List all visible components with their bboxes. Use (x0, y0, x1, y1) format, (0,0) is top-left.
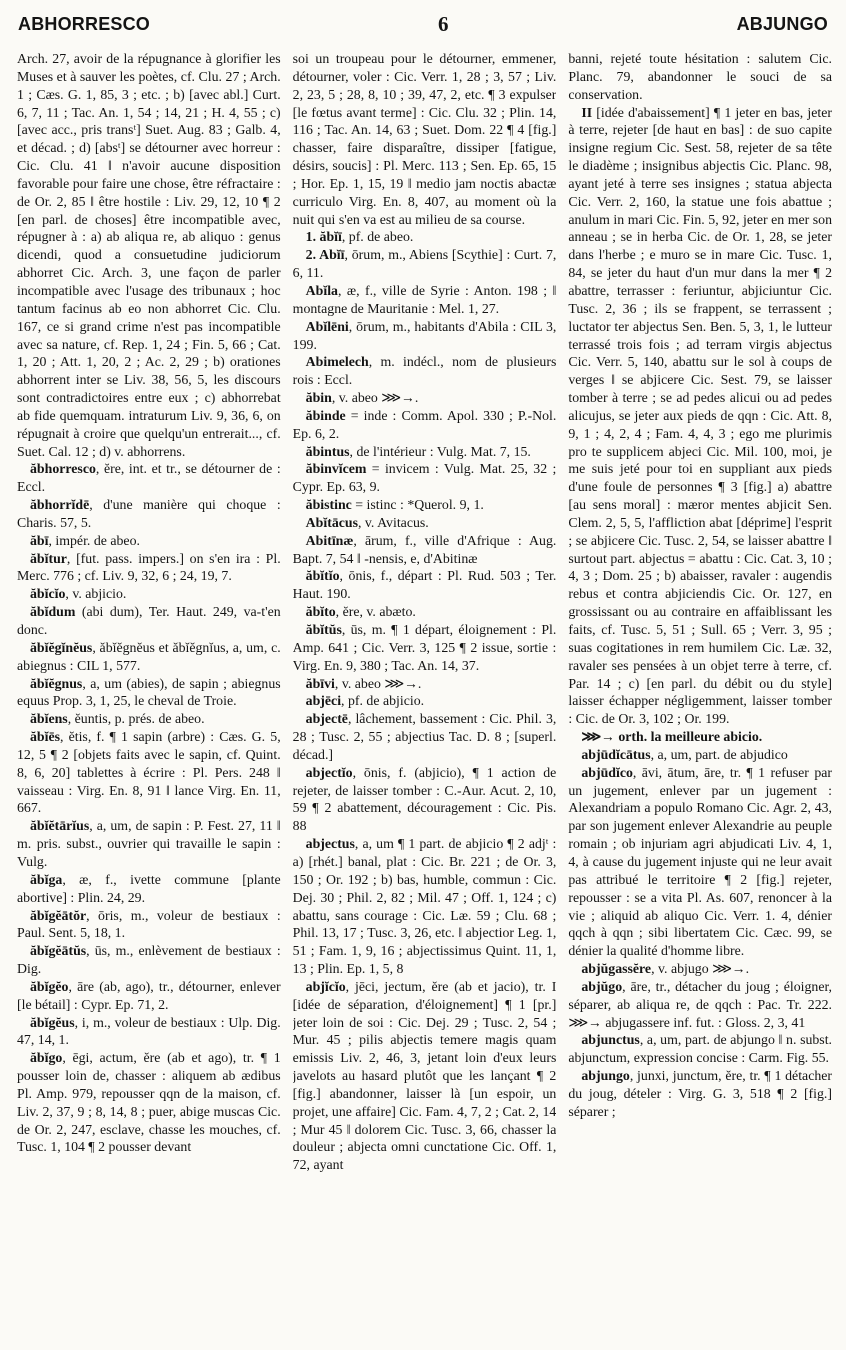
column-right (568, 50, 832, 1346)
dictionary-entry: ăbī, impér. de abeo. (30, 532, 140, 548)
dictionary-entry: ăbintus, de l'intérieur : Vulg. Mat. 7, 15. (305, 443, 531, 459)
dictionary-entry: abjūdĭcātus, a, um, part. de abjudico (581, 746, 788, 762)
dictionary-entry: Abitīnæ, ārum, f., ville d'Afrique : Aug. Bapt. 7, 54 ‖ -nensis, e, d'Abitinæ (292, 532, 557, 566)
dictionary-entry: ăbĭgĕātŭs, ūs, m., enlèvement de bestiaux : Dig. (17, 943, 281, 977)
dictionary-entry: ăbĭtŭs, ūs, m. ¶ 1 départ, éloignement : Pl. Amp. 641 ; Cic. Verr. 3, 125 ¶ 2 issue, sortie : Virg. En. 9, 380 ; Tac. An. 14, 37. (292, 622, 557, 673)
dictionary-entry: ăbĭto, ĕre, v. abæto. (305, 604, 416, 620)
dictionary-entry: Arch. 27, avoir de la répugnance à glorifier les Muses et à sauver les poètes, cf. Clu. 27 ; Arch. 1 ; Cæs. G. 1, 85, 3 ; etc. ; b) [avec abl.] Curt. 6, 7, 11 ; Tac. An. 1, 54 ; 14, 21 ; H. 4, 55 ; c) [avec acc., pris transᵗ] Suet. Aug. 83 ; Galb. 4, et décad. ; d) [absᵗ] se détourner avec horreur : Cic. Clu. 41 ‖ n'avoir aucune disposition favorable pour faire une chose, être réfractaire : de Or. 2, 85 ‖ être hostile : Liv. 29, 12, 10 ¶ 2 [en parl. de choses] être incompatible avec, répugner à : a) ab aliqua re, ab aliquo : genus dicendi, quod a consuetudine judiciorum abhorret Cic. Arch. 3, une façon de parler incompatible avec l'usage des tribunaux ; hoc tantum facinus ab eo non abhorret Cic. Clu. 167, ce si grand crime n'est pas incompatible avec sa nature, cf. Rep. 1, 24 ; Fin. 5, 66 ; Cat. 1, 20 ; Att. 1, 20, 2 ; Ac. 2, 29 ; b) orationes abhorrent inter se Liv. 38, 56, 5, les discours sont contradictoires entre eux ; c) abhorrebat ab fide quemquam. intraturum Liv. 9, 36, 6, on répugnait à croire que quelqu'un entrerait..., cf. Suet. Cal. 12 ; d) v. abhorrens. (17, 51, 281, 459)
entry-continuation: banni, rejeté toute hésitation : salutem Cic. Planc. 79, abandonner le souci de sa conservation. (568, 51, 833, 102)
page-header (18, 10, 828, 38)
dictionary-entry: ăbhorresco, ĕre, int. et tr., se détourner de : Eccl. (17, 461, 281, 495)
column-left (17, 50, 281, 1346)
dictionary-entry: ⋙→ orth. la meilleure abicio. (581, 729, 763, 745)
column-middle (293, 50, 557, 1346)
dictionary-entry: abjectus, a, um ¶ 1 part. de abjicio ¶ 2 adjᵗ : a) [rhét.] banal, plat : Cic. Br. 221 ; de Or. 3, 150 ; Or. 192 ; b) bas, humble, commun : Cic. Dej. 30 ; Phil. 2, 82 ; Mil. 47 ; Off. 1, 124 ; c) abattu, sans courage : Cic. Læ. 59 ; Clu. 68 ; Phil. 13, 17 ; Tusc. 3, 26, etc. ‖ abjectior Leg. 1, 51 ; Fam. 1, 9, 16 ; abjectissimus Quint. 11, 1, 13 ; Plin. Ep. 1, 5, 8 (292, 836, 557, 977)
dictionary-entry: ăbĭtur, [fut. pass. impers.] on s'en ira : Pl. Merc. 776 ; cf. Liv. 9, 32, 6 ; 24, 19, 7. (17, 550, 281, 584)
dictionary-entry: ăbĭdum (abi dum), Ter. Haut. 249, va-t'en donc. (17, 604, 281, 637)
dictionary-entry: ăbĭgĕātŏr, ōris, m., voleur de bestiaux : Paul. Sent. 5, 18, 1. (17, 907, 281, 941)
right-guide-word: ABJUNGO (736, 13, 828, 34)
dictionary-entry: abjectĭo, ōnis, f. (abjicio), ¶ 1 action de rejeter, de laisser tomber : C.-Aur. Acut. 2, 10, 59 ¶ 2 abattement, découragement : Cic. Pis. 88 (292, 764, 557, 834)
dictionary-entry: ăbĭgĕus, i, m., voleur de bestiaux : Ulp. Dig. 47, 14, 1. (17, 1014, 281, 1048)
dictionary-entry: Abĭtācus, v. Avitacus. (305, 514, 429, 530)
dictionary-entry: ăbĭĕgnus, a, um (abies), de sapin ; abiegnus equus Prop. 3, 1, 25, le cheval de Troie. (17, 675, 281, 709)
text-columns (17, 50, 832, 1346)
dictionary-entry: 1. ăbĭī, pf. de abeo. (305, 229, 414, 245)
dictionary-entry: abjunctus, a, um, part. de abjungo ‖ n. subst. abjunctum, expression concise : Carm. Fig. 55. (568, 1032, 833, 1066)
dictionary-entry: ăbīvi, v. abeo ⋙→. (305, 675, 422, 691)
dictionary-entry: abjĭcĭo, jēci, jectum, ĕre (ab et jacio), tr. I [idée de séparation, d'éloignement] ¶ 1 [pr.] jeter loin de soi : Cic. Dej. 29 ; Tusc. 2, 54 ; Mur. 45 ; pilis abjectis temere magis quam emissis Liv. 2, 46, 3, jetant loin d'eux leurs javelots au hasard plutôt que les lançant ¶ 2 [fig.] abandonner, laisser là [un espoir, un projet, une affaire] Cic. Fam. 4, 7, 2 ; Cat. 2, 14 ; Mur 45 ‖ dolorem Cic. Tusc. 3, 66, chasser la douleur ; abjecta omni cunctatione Cic. Off. 1, 72, ayant (292, 978, 557, 1173)
left-guide-word: ABHORRESCO (18, 13, 151, 34)
dictionary-entry: ăbĭĕtārĭus, a, um, de sapin : P. Fest. 27, 11 ‖ m. pris. subst., ouvrier qui travaille le sapin : Vulg. (17, 818, 281, 869)
dictionary-entry: abjŭgo, āre, tr., détacher du joug ; éloigner, séparer, ab aliqua re, de qqch : Pac. Tr. 222. ⋙→ abjugassere inf. fut. : Gloss. 2, 3, 41 (568, 978, 833, 1030)
dictionary-entry: ăbĭtĭo, ōnis, f., départ : Pl. Rud. 503 ; Ter. Haut. 190. (292, 568, 557, 602)
dictionary-entry: Abĭlēni, ōrum, m., habitants d'Abila : CIL 3, 199. (292, 318, 557, 352)
dictionary-entry: abjēci, pf. de abjicio. (305, 693, 425, 709)
dictionary-entry: ăbĭga, æ, f., ivette commune [plante abortive] : Plin. 24, 29. (17, 871, 281, 905)
dictionary-entry: ăbĭēs, ĕtis, f. ¶ 1 sapin (arbre) : Cæs. G. 5, 12, 5 ¶ 2 [objets faits avec le sapin, cf. Quint. 8, 6, 20] tablettes à écrire : Pl. Pers. 248 ‖ vaisseau : Virg. En. 8, 91 ‖ lance Virg. En. 11, 667. (17, 729, 281, 816)
dictionary-entry: ăbĭgĕo, āre (ab, ago), tr., détourner, enlever [le bétail] : Cypr. Ep. 71, 2. (17, 978, 281, 1012)
dictionary-entry: abjungo, junxi, junctum, ĕre, tr. ¶ 1 détacher du joug, dételer : Virg. G. 3, 518 ¶ 2 [fig.] séparer ; (568, 1068, 833, 1119)
dictionary-entry: ăbĭgo, ēgi, actum, ĕre (ab et ago), tr. ¶ 1 pousser loin de, chasser : aliquem ab ædibus Pl. Amp. 979, repousser qqn de la maison, cf. Liv. 2, 37, 9 ; 8, 14, 8 ; puer, abige muscas Cic. de Or. 2, 247, esclave, chasse les mouches, cf. Tusc. 1, 104 ¶ 2 pousser devant (17, 1050, 281, 1155)
dictionary-entry: ăbinvĭcem = invicem : Vulg. Mat. 25, 32 ; Cypr. Ep. 63, 9. (292, 461, 557, 495)
dictionary-entry: ăbĭĕgĭnĕus, ăbĭĕgnĕus et ăbĭĕgnĭus, a, um, c. abiegnus : CIL 1, 577. (17, 639, 281, 673)
dictionary-entry: ăbhorrĭdē, d'une manière qui choque : Charis. 57, 5. (17, 497, 281, 530)
dictionary-entry: Abimelech, m. indécl., nom de plusieurs rois : Eccl. (292, 354, 557, 388)
dictionary-entry: abjectē, lâchement, bassement : Cic. Phil. 3, 28 ; Tusc. 2, 55 ; abjectius Tac. D. 8 ; [superl. décad.] (292, 711, 557, 762)
dictionary-entry: ăbĭcĭo, v. abjicio. (30, 586, 127, 602)
dictionary-entry: ăbin, v. abeo ⋙→. (305, 390, 419, 406)
entry-continuation: soi un troupeau pour le détourner, emmener, détourner, voler : Cic. Verr. 1, 28 ; 3, 57 ; Liv. 2, 23, 5 ; 28, 8, 10 ; 39, 47, 2, etc. ¶ 3 expulser [le fœtus avant terme] : Cic. Clu. 32 ; Plin. 14, 116 ; Tac. An. 14, 63 ; Suet. Dom. 22 ¶ 4 [fig.] chasser, faire disparaître, dissiper [fatigue, désirs, soucis] : Pl. Merc. 113 ; Sen. Ep. 65, 15 ; Hor. Ep. 1, 15, 19 ‖ medio jam noctis abactæ curriculo Virg. En. 8, 407, au moment où la nuit qui s'en va est au milieu de sa course. (292, 51, 557, 227)
dictionary-entry: Abĭla, æ, f., ville de Syrie : Anton. 198 ; ‖ montagne de Mauritanie : Mel. 1, 27. (292, 282, 557, 316)
dictionary-entry: 2. Abĭī, ōrum, m., Abiens [Scythie] : Curt. 7, 6, 11. (292, 247, 557, 281)
dictionary-entry: abjūdĭco, āvi, ātum, āre, tr. ¶ 1 refuser par un jugement, enlever par un jugement : Alexandriam a populo Romano Cic. Agr. 2, 43, par son jugement enlever Alexandrie au peuple romain ; ob injuriam agri abjudicati Liv. 4, 1, 4, à cause du jugement injuste qui ne leur avait pas attribué le territoire ¶ 2 [fig.] rejeter, repousser : se a vita Pl. As. 607, renoncer à la vie ; aliquid ab aliquo Cic. Verr. 1. 4, dénier qqch à qqn ; sibi libertatem Cic. Cæc. 99, se dénier la qualité d'homme libre. (568, 764, 833, 959)
dictionary-entry: ăbinde = inde : Comm. Apol. 330 ; P.-Nol. Ep. 6, 2. (292, 407, 557, 441)
dictionary-entry: abjŭgassĕre, v. abjugo ⋙→. (581, 961, 750, 977)
page-number: 6 (437, 11, 449, 36)
dictionary-entry: ăbĭens, ĕuntis, p. prés. de abeo. (30, 711, 205, 727)
dictionary-entry: ăbistinc = istinc : *Querol. 9, 1. (305, 497, 484, 513)
dictionary-entry: II [idée d'abaissement] ¶ 1 jeter en bas, jeter à terre, rejeter [de haut en bas] : de suo capite insigne regium Cic. Sest. 58, rejeter de sa tête le diadème ; insignibus abjectis Cic. Planc. 98, ayant jeté à terre ses insignes ; statua abjecta Cic. Verr. 2, 160, la statue une fois abattue ; anulum in mari Cic. Fin. 5, 92, jeter en mer son anneau ; se in herba Cic. de Or. 1, 28, se jeter dans l'herbe ; e muro se in mare Cic. Tusc. 1, 84, se jeter du haut d'un mur dans la mer ¶ 2 abattre, terrasser : feriuntur, abjiciuntur Cic. Tusc. 2, 36 ; ils se frappent, se terrassent ; luctator ter abjectus Sen. Ben. 5, 3, 1, le lutteur terrassé trois fois ; ad terram virgis abjectus Cic. Verr. 5, 140, abattu sur le sol à coups de verges ‖ se abjicere Cic. Sest. 79, se laisser tomber à terre ; se ad pedes alicui ou ad pedes alicujus, se jeter aux pieds de qqn : Cic. Att. 8, 9, 1 ; 4, 2, 4 ; Fam. 4, 4, 3 ; ego me plurimis pro te supplicem abjeci Cic. Mil. 100, moi, je me suis jeté pour toi en suppliant aux pieds d'une foule de personnes ¶ 3 [fig.] a) abattre [au sens moral] : mæror mentes abjicit Sen. Clem. 2, 5, 5, l'affliction abat [déprime] l'esprit ; se abjicere Cic. Tusc. 2, 54, se laisser abattre ‖ surtout part. abjectus = abattu : Cic. Cat. 3, 10 ; 4, 3 ; Dom. 25 ; b) abaisser, ravaler : augendis rebus et contra abjiciendis Cic. Or. 127, en grossissant ou au contraire en affaiblissant les faits, cf. Tusc. 5, 51 ; Sull. 65 ; Verr. 3, 95 ; suas cogitationes in rem humilem Cic. Læ. 32, ravaler ses pensées à un objet terre à terre, cf. Par. 14 ; c) [en parl. du débit ou du style] laisser échapper négligemment, laisser tomber : Cic. de Or. 3, 102 ; Or. 199. (568, 104, 833, 727)
